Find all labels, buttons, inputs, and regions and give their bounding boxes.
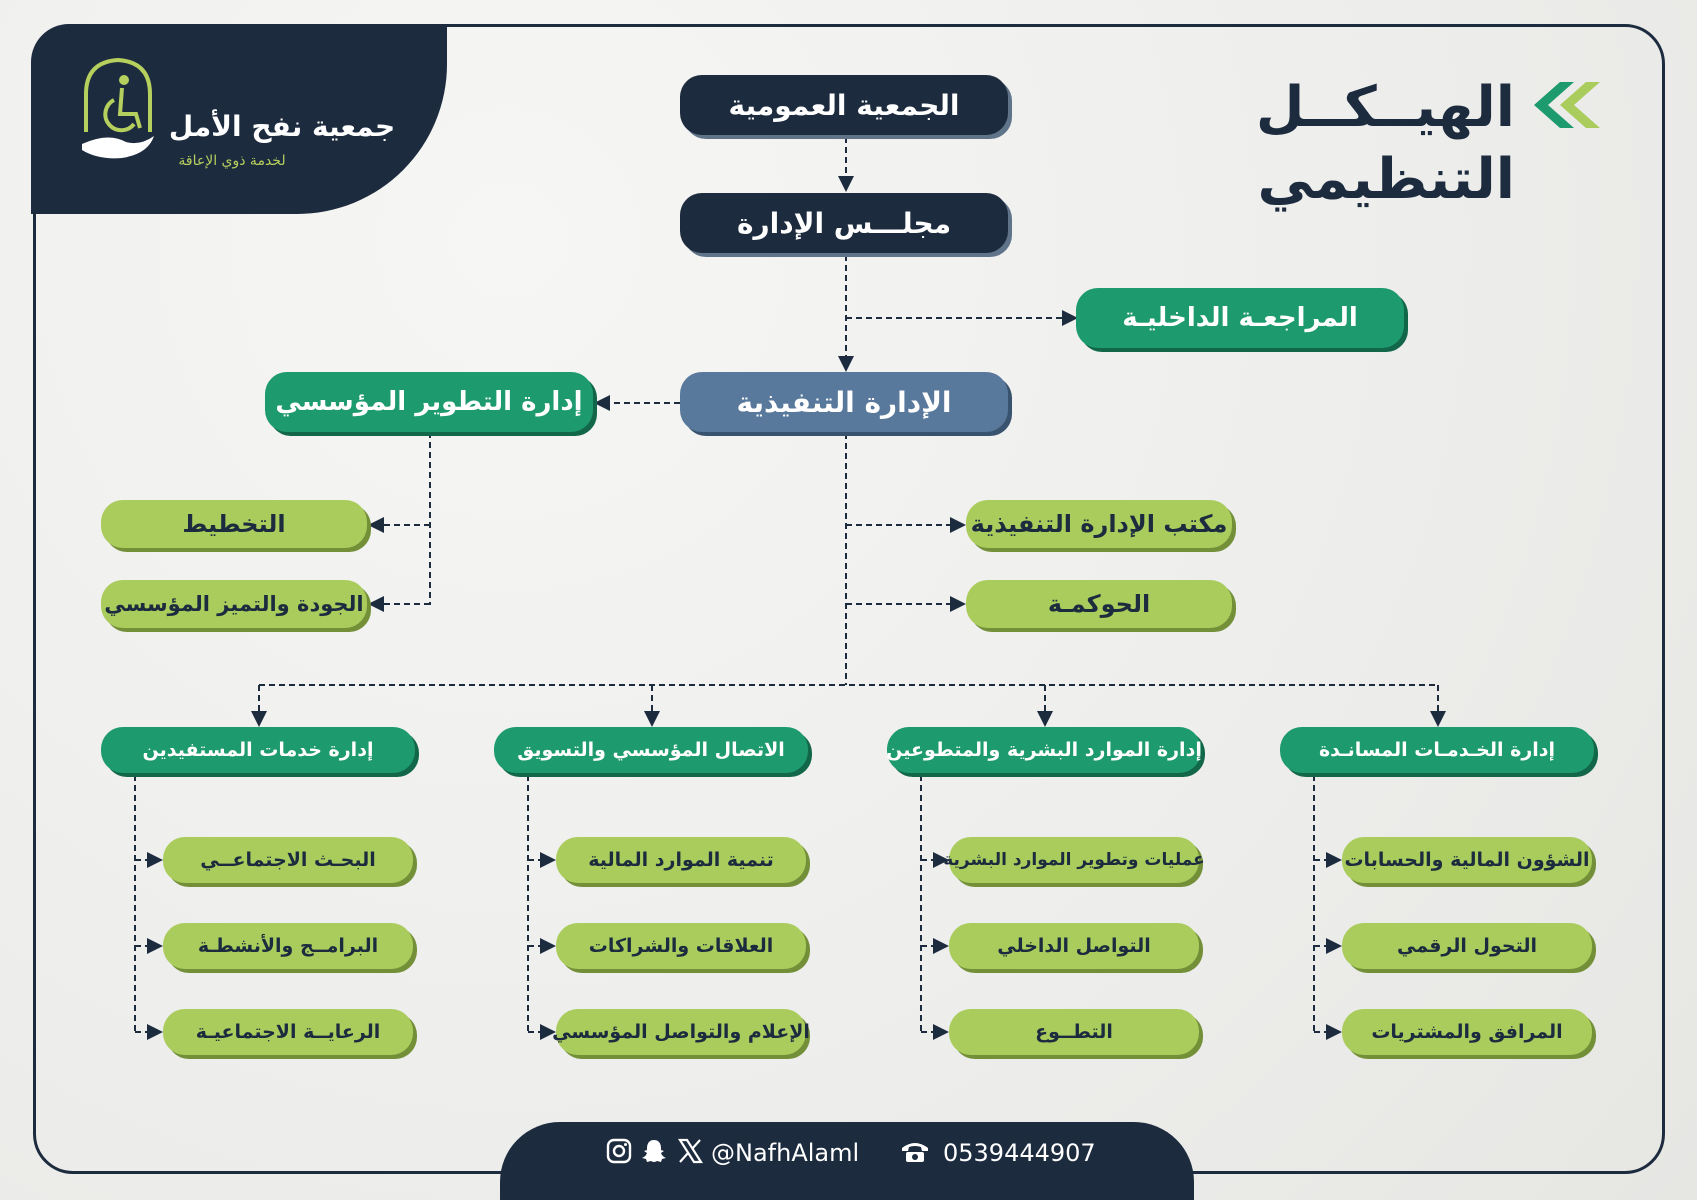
page-title-line2: التنظيمي: [1257, 147, 1515, 212]
social-handle[interactable]: @NafhAlaml: [711, 1139, 860, 1167]
snapchat-icon[interactable]: [641, 1138, 667, 1164]
unit-finance-accounts: الشؤون المالية والحسابات: [1342, 837, 1592, 883]
unit-volunteering: التطــوع: [949, 1009, 1199, 1055]
department-support-services: إدارة الخـدمـات المسانـدة: [1280, 727, 1594, 773]
organization-name: جمعية نفح الأمل: [168, 110, 396, 143]
unit-social-research: البحـث الاجتماعــي: [163, 837, 413, 883]
unit-programs-activities: البرامــج والأنشطـة: [163, 923, 413, 969]
x-icon[interactable]: [677, 1138, 703, 1164]
organization-subtitle: لخدمة ذوي الإعاقة: [178, 153, 286, 169]
unit-relations-partnerships: العلاقات والشراكات: [556, 923, 806, 969]
department-beneficiary-services: إدارة خدمات المستفيدين: [101, 727, 415, 773]
unit-media-communication: الإعلام والتواصل المؤسسي: [556, 1009, 806, 1055]
node-internal-audit: المراجعـة الداخليـة: [1076, 288, 1404, 348]
node-executive: الإدارة التنفيذية: [680, 372, 1008, 432]
unit-facilities-procurement: المرافق والمشتريات: [1342, 1009, 1592, 1055]
page-title-line1: الهيــكــل: [1255, 75, 1515, 140]
node-board: مجلـــس الإدارة: [680, 193, 1008, 253]
node-quality: الجودة والتميز المؤسسي: [101, 580, 367, 628]
node-general-assembly: الجمعية العمومية: [680, 75, 1008, 135]
unit-social-care: الرعايــة الاجتماعيـة: [163, 1009, 413, 1055]
node-executive-office: مكتب الإدارة التنفيذية: [966, 500, 1232, 548]
phone-number[interactable]: 0539444907: [943, 1139, 1096, 1167]
phone-icon: [900, 1138, 930, 1164]
unit-financial-resources: تنمية الموارد المالية: [556, 837, 806, 883]
unit-internal-communication: التواصل الداخلي: [949, 923, 1199, 969]
node-planning: التخطيط: [101, 500, 367, 548]
unit-digital-transformation: التحول الرقمي: [1342, 923, 1592, 969]
department-communication-marketing: الاتصال المؤسسي والتسويق: [494, 727, 808, 773]
department-human-resources: إدارة الموارد البشرية والمتطوعين: [887, 727, 1201, 773]
node-institutional-development: إدارة التطوير المؤسسي: [265, 372, 593, 432]
instagram-icon[interactable]: [606, 1138, 632, 1164]
node-governance: الحوكمـة: [966, 580, 1232, 628]
unit-hr-operations: عمليات وتطوير الموارد البشرية: [949, 837, 1199, 883]
